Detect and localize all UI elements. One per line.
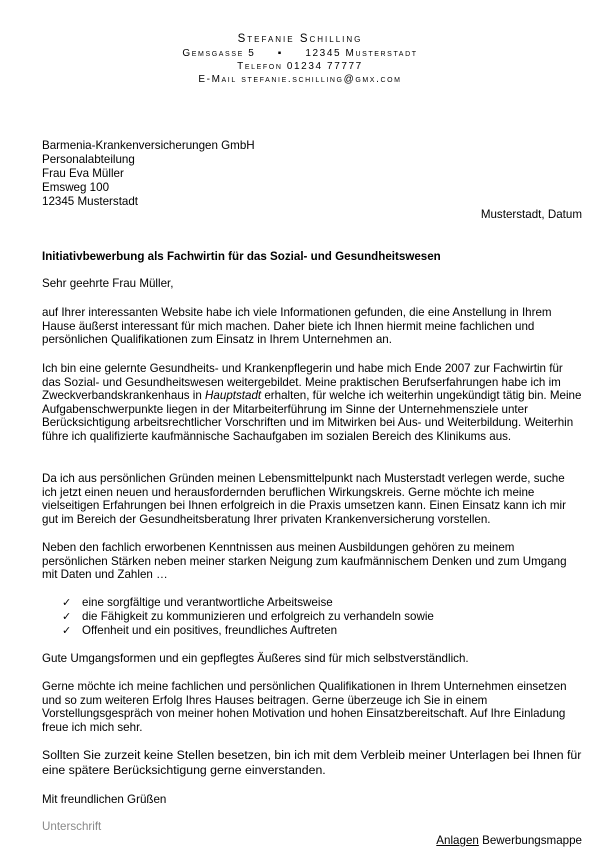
sender-address <box>0 47 600 60</box>
recipient-address <box>42 139 255 209</box>
checkmark-icon: ✓ <box>62 625 72 637</box>
paragraph-retention: Sollten Sie zurzeit keine Stellen besetzen, bin ich mit dem Verbleib meiner Unterlagen bei Ihnen für eine spätere Berücksichtigung gerne einverstanden. <box>42 748 582 777</box>
paragraph-strengths: Neben den fachlich erworbenen Kenntnissen aus meinen Ausbildungen gehören zu meinem persönlichen Stärken neben meiner starken Neigung zum kaufmännischem Denken und zum Umgang mit Daten und Zahlen … <box>42 541 567 582</box>
checkmark-icon: ✓ <box>62 611 72 623</box>
signature-placeholder: Unterschrift <box>42 820 102 833</box>
recipient-company: Barmenia-Krankenversicherungen GmbH <box>42 139 255 152</box>
list-item: ✓ eine sorgfältige und verantwortliche Arbeitsweise <box>62 596 333 609</box>
paragraph-experience: Ich bin eine gelernte Gesundheits- und Krankenpflegerin und habe mich Ende 2007 zur Fachwirtin für das Sozial- und Gesundheitswesen weitergebildet. Meine praktischen Berufserfahrungen habe ich im Zweckverbandskrankenhaus in Hauptstadt erhalten, für welche ich weiterhin ungekündigt tätig bin. Meine Aufgabenschwerpunkte liegen in der Mitarbeiterführung im Sinne der Unternehmensziele unter Berücksichtigung arbeitsrechtlicher Vorschriften und im Mitwirken bei Aus- und Weiterbildung. Weiterhin führe ich qualifizierte kaufmännische Sachaufgaben im sozialen Bereich des Klinikums aus. <box>42 362 582 443</box>
list-item: ✓ Offenheit und ein positives, freundliches Auftreten <box>62 624 338 637</box>
italic-hauptstadt: Hauptstadt <box>205 389 262 403</box>
sender-name: Stefanie Schilling <box>237 33 363 45</box>
recipient-department: Personalabteilung <box>42 153 135 166</box>
sender-street: Gemsgasse 5 <box>182 48 256 59</box>
enclosures <box>436 834 582 847</box>
subject-line: Initiativbewerbung als Fachwirtin für das Sozial- und Gesundheitswesen <box>42 250 441 263</box>
letter-date: Musterstadt, Datum <box>480 208 582 221</box>
sender-city: 12345 Musterstadt <box>305 48 418 59</box>
closing-formula: Mit freundlichen Grüßen <box>42 793 167 806</box>
recipient-city: 12345 Musterstadt <box>42 195 139 208</box>
paragraph-motivation: Da ich aus persönlichen Gründen meinen Lebensmittelpunkt nach Musterstadt verlegen werde, suche ich jetzt einen neuen und herausfordernden beruflichen Wirkungskreis. Gerne möchte ich meine vielseitigen Erfahrungen bei Ihnen erfolgreich in die Praxis umsetzen kann. Einen Einsatz kann ich mir gut im Bereich der Gesundheitsberatung Ihrer privaten Krankenversicherung vorstellen. <box>42 472 566 526</box>
sender-phone: Telefon 01234 77777 <box>237 61 363 72</box>
salutation: Sehr geehrte Frau Müller, <box>42 277 174 290</box>
paragraph-manners: Gute Umgangsformen und ein gepflegtes Äußeres sind für mich selbstverständlich. <box>42 652 469 665</box>
paragraph-intro: auf Ihrer interessanten Website habe ich viele Informationen gefunden, die eine Anstellung in Ihrem Hause äußerst interessant für mich machen. Daher biete ich Ihnen hiermit meine fachlichen und persönlichen Qualifikationen zum Einsatz in Ihrem Unternehmen an. <box>42 306 552 347</box>
checkmark-icon: ✓ <box>62 597 72 609</box>
recipient-person: Frau Eva Müller <box>42 167 124 180</box>
enclosures-value: Bewerbungsmappe <box>482 834 582 847</box>
sender-email: E-Mail stefanie.schilling@gmx.com <box>198 74 402 85</box>
strengths-checklist <box>62 596 434 638</box>
enclosures-label: Anlagen <box>436 834 479 847</box>
paragraph-closing-offer: Gerne möchte ich meine fachlichen und persönlichen Qualifikationen in Ihrem Unternehmen einsetzen und so zum weiteren Erfolg Ihres Hauses beitragen. Gerne überzeuge ich Sie in einem Vorstellungsgespräch von meiner hohen Motivation und hohen Einsatzbereitschaft. Auf Ihre Einladung freue ich mich sehr. <box>42 680 567 734</box>
separator-icon: ▪ <box>277 48 283 59</box>
list-item: ✓ die Fähigkeit zu kommunizieren und erfolgreich zu verhandeln sowie <box>62 610 434 623</box>
recipient-street: Emsweg 100 <box>42 181 110 194</box>
